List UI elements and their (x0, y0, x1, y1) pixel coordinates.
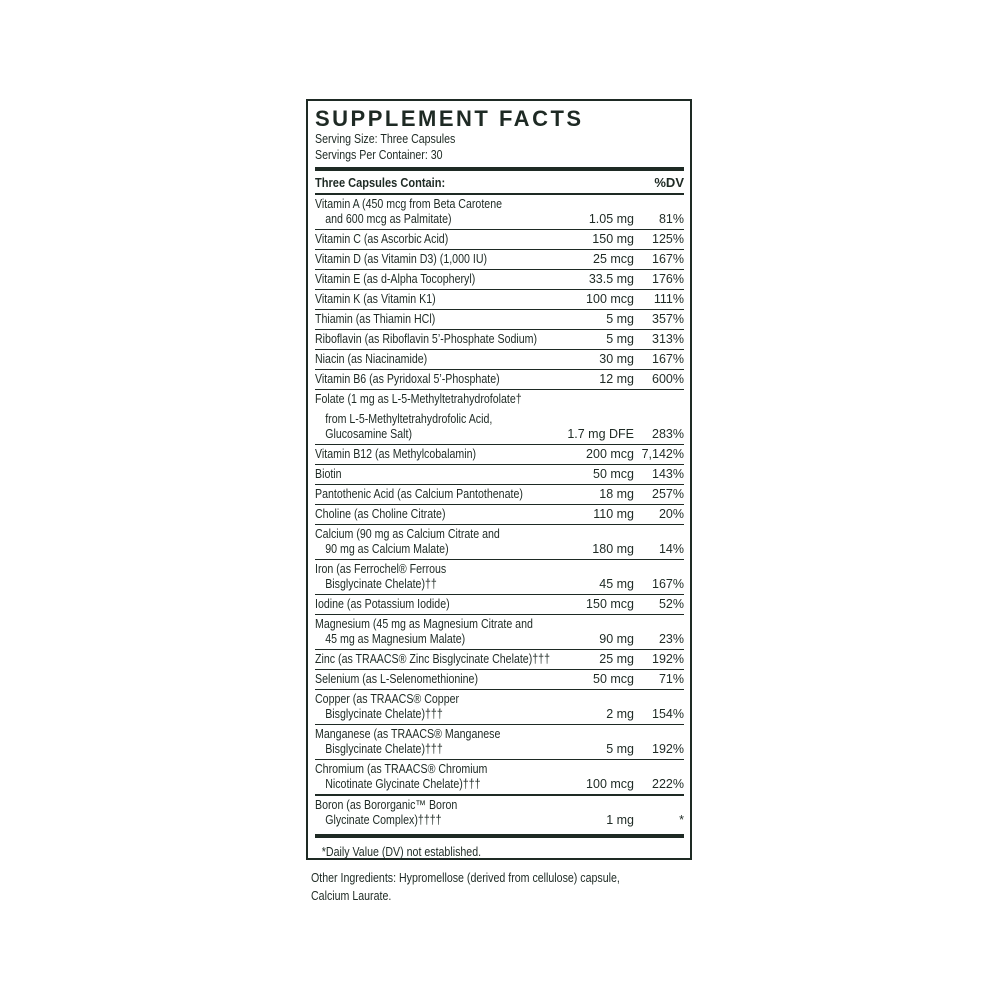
nutrient-name-line: Iodine (as Potassium Iodide) (315, 597, 450, 611)
nutrient-name-line: Choline (as Choline Citrate) (315, 507, 446, 521)
nutrient-amount: 50 mcg (593, 467, 634, 481)
nutrient-dv: * (679, 813, 684, 827)
nutrient-dv: 600% (652, 372, 684, 386)
nutrient-row (315, 310, 684, 329)
nutrient-name-line: Selenium (as L-Selenomethionine) (315, 672, 479, 686)
nutrient-dv: 81% (658, 212, 684, 226)
nutrient-name (315, 652, 550, 667)
nutrient-name (315, 692, 546, 722)
nutrient-amount: 100 mcg (586, 292, 634, 306)
nutrient-amount: 110 mg (593, 507, 634, 521)
nutrient-row (315, 505, 684, 524)
nutrient-row (315, 195, 684, 229)
nutrient-name-line: Riboflavin (as Riboflavin 5’-Phosphate Sodium) (315, 332, 538, 346)
other-ingredients-line: Other Ingredients: Hypromellose (derived from cellulose) capsule, (311, 871, 620, 885)
nutrient-name-line: Bisglycinate Chelate)††† (325, 742, 443, 756)
nutrient-row (315, 525, 684, 559)
column-dv-label: %DV (654, 175, 684, 190)
nutrient-amount: 25 mcg (593, 252, 634, 266)
nutrient-amount: 200 mcg (586, 447, 634, 461)
nutrient-name-line: Nicotinate Glycinate Chelate)††† (325, 777, 481, 791)
nutrient-name-line: Vitamin K (as Vitamin K1) (315, 292, 436, 306)
serving-size: Serving Size: Three Capsules (315, 132, 456, 146)
nutrient-amount: 150 mcg (586, 597, 634, 611)
nutrient-row (315, 560, 684, 594)
nutrient-row (315, 650, 684, 669)
nutrient-dv: 71% (658, 672, 684, 686)
nutrient-dv: 176% (652, 272, 684, 286)
nutrient-name-line: Iron (as Ferrochel® Ferrous (315, 562, 447, 576)
nutrient-amount: 25 mg (599, 652, 634, 666)
nutrient-dv: 167% (652, 352, 684, 366)
nutrient-name (315, 352, 546, 367)
nutrient-name (315, 762, 546, 792)
nutrient-dv: 14% (658, 542, 684, 556)
nutrient-name-line: Pantothenic Acid (as Calcium Pantothenate) (315, 487, 523, 501)
other-ingredients-line: Calcium Laurate. (311, 888, 392, 903)
nutrient-name-line: Zinc (as TRAACS® Zinc Bisglycinate Chelate)††† (315, 652, 550, 666)
nutrient-row (315, 270, 684, 289)
nutrient-name-line: Magnesium (45 mg as Magnesium Citrate and (315, 617, 533, 631)
nutrient-name-line: Vitamin B6 (as Pyridoxal 5’-Phosphate) (315, 372, 500, 386)
nutrient-row (315, 445, 684, 464)
dv-footnote: *Daily Value (DV) not established. (321, 845, 482, 859)
nutrient-amount: 18 mg (599, 487, 634, 501)
nutrient-amount: 33.5 mg (588, 272, 634, 286)
nutrient-name (315, 232, 546, 247)
nutrient-row (315, 465, 684, 484)
nutrient-name-line: Biotin (315, 467, 342, 481)
nutrient-dv: 192% (652, 742, 684, 756)
nutrient-dv: 20% (658, 507, 684, 521)
supplement-facts-panel (306, 99, 692, 860)
nutrient-row (315, 615, 684, 649)
nutrient-name (315, 727, 546, 757)
nutrient-amount: 180 mg (592, 542, 634, 556)
nutrient-amount: 45 mg (599, 577, 634, 591)
nutrient-dv: 7,142% (641, 447, 684, 461)
nutrient-row (315, 370, 684, 389)
nutrient-name (315, 507, 546, 522)
nutrient-name-line: Folate (1 mg as L-5-Methyltetrahydrofolate† (315, 392, 522, 406)
nutrient-amount: 90 mg (599, 632, 634, 646)
nutrient-amount: 50 mcg (593, 672, 634, 686)
nutrient-row (315, 725, 684, 759)
nutrient-dv: 111% (653, 292, 684, 306)
nutrient-dv: 167% (652, 577, 684, 591)
panel-title: SUPPLEMENT FACTS (315, 106, 584, 131)
nutrient-name (315, 487, 546, 502)
nutrient-amount: 2 mg (606, 707, 634, 721)
nutrient-name-line: Thiamin (as Thiamin HCl) (315, 312, 436, 326)
nutrient-amount: 12 mg (599, 372, 634, 386)
nutrient-dv: 257% (652, 487, 684, 501)
nutrient-row (315, 350, 684, 369)
nutrient-name-line: 90 mg as Calcium Malate) (325, 542, 449, 556)
nutrient-name-line: Chromium (as TRAACS® Chromium (315, 762, 488, 776)
nutrient-row (315, 690, 684, 724)
nutrient-row (315, 230, 684, 249)
nutrient-row (315, 330, 684, 349)
nutrient-name (315, 798, 546, 828)
nutrient-name (315, 527, 546, 557)
nutrient-row (315, 760, 684, 794)
nutrient-dv: 222% (652, 777, 684, 791)
nutrient-name (315, 197, 546, 227)
nutrient-amount: 1 mg (606, 813, 634, 827)
nutrient-name-line: Vitamin D (as Vitamin D3) (1,000 IU) (315, 252, 488, 266)
nutrient-name (315, 617, 546, 647)
nutrient-name (315, 447, 546, 462)
nutrient-row (315, 595, 684, 614)
nutrient-dv: 283% (652, 427, 684, 441)
nutrient-dv: 52% (658, 597, 684, 611)
nutrient-row (315, 485, 684, 504)
nutrient-amount: 1.7 mg DFE (567, 427, 634, 441)
nutrient-name-line: from L-5-Methyltetrahydrofolic Acid, (325, 412, 493, 426)
nutrient-rows (315, 195, 684, 830)
nutrient-dv: 125% (652, 232, 684, 246)
nutrient-row (315, 796, 684, 830)
nutrient-name (315, 332, 546, 347)
nutrient-dv: 357% (652, 312, 684, 326)
nutrient-amount: 5 mg (606, 312, 634, 326)
nutrient-name-line: and 600 mcg as Palmitate) (325, 212, 452, 226)
nutrient-name (315, 252, 546, 267)
nutrient-name (315, 292, 546, 307)
nutrient-amount: 5 mg (606, 742, 634, 756)
nutrient-name (315, 272, 546, 287)
nutrient-name (315, 672, 546, 687)
nutrient-row (315, 670, 684, 689)
nutrient-name-line: Copper (as TRAACS® Copper (315, 692, 460, 706)
divider-thick-bottom (315, 834, 684, 838)
nutrient-name-line: Bisglycinate Chelate)†† (325, 577, 437, 591)
nutrient-name-line: Calcium (90 mg as Calcium Citrate and (315, 527, 500, 541)
nutrient-amount: 30 mg (599, 352, 634, 366)
nutrient-name-line: Manganese (as TRAACS® Manganese (315, 727, 501, 741)
servings-per-container: Servings Per Container: 30 (315, 148, 443, 162)
nutrient-dv: 23% (658, 632, 684, 646)
nutrient-name (315, 467, 546, 482)
nutrient-dv: 313% (652, 332, 684, 346)
nutrient-name (315, 392, 546, 442)
nutrient-name-line: Vitamin B12 (as Methylcobalamin) (315, 447, 477, 461)
nutrient-amount: 100 mcg (586, 777, 634, 791)
nutrient-name (315, 312, 546, 327)
nutrient-name-line: Niacin (as Niacinamide) (315, 352, 428, 366)
nutrient-amount: 5 mg (606, 332, 634, 346)
other-ingredients (311, 870, 674, 905)
nutrient-name (315, 562, 546, 592)
columns-header (315, 171, 684, 193)
nutrient-name-line: Vitamin A (450 mcg from Beta Carotene (315, 197, 503, 211)
nutrient-amount: 1.05 mg (588, 212, 634, 226)
nutrient-name-line: Vitamin C (as Ascorbic Acid) (315, 232, 449, 246)
nutrient-name-line: Glucosamine Salt) (325, 427, 413, 441)
nutrient-dv: 167% (652, 252, 684, 266)
column-contains-label: Three Capsules Contain: (315, 175, 446, 190)
nutrient-name-line: Glycinate Complex)†††† (325, 813, 442, 827)
nutrient-name (315, 372, 546, 387)
nutrient-row (315, 390, 684, 444)
nutrient-name (315, 597, 546, 612)
nutrient-row (315, 290, 684, 309)
nutrient-name-line: Bisglycinate Chelate)††† (325, 707, 443, 721)
nutrient-dv: 154% (652, 707, 684, 721)
nutrient-dv: 192% (652, 652, 684, 666)
nutrient-row (315, 250, 684, 269)
nutrient-name-line: 45 mg as Magnesium Malate) (325, 632, 466, 646)
nutrient-dv: 143% (652, 467, 684, 481)
nutrient-name-line: Vitamin E (as d-Alpha Tocopheryl) (315, 272, 476, 286)
nutrient-name-line: Boron (as Bororganic™ Boron (315, 798, 458, 812)
nutrient-amount: 150 mg (592, 232, 634, 246)
